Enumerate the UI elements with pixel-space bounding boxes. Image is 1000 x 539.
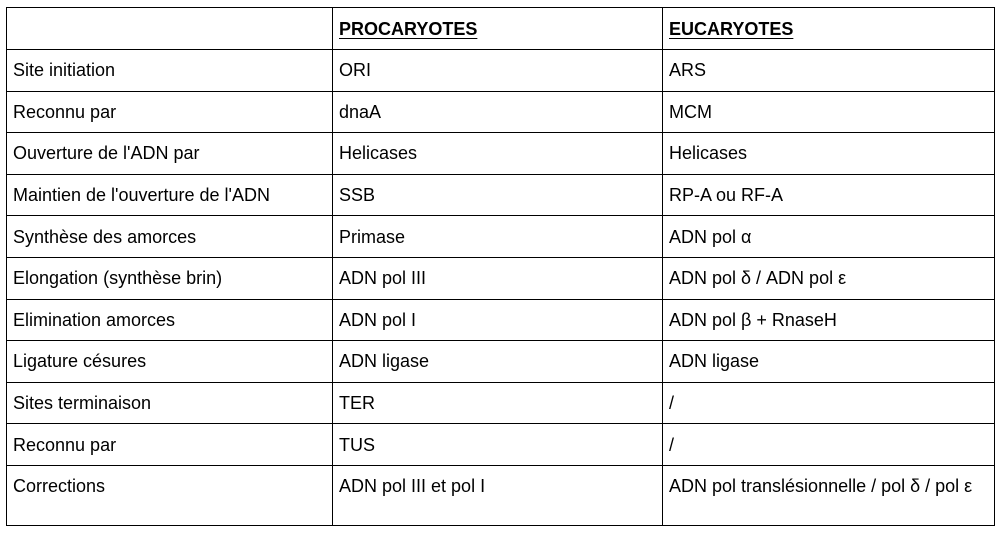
row-label: Elimination amorces [7,299,333,341]
row-label: Site initiation [7,50,333,92]
eucaryotes-cell: ARS [663,50,995,92]
procaryotes-cell: Primase [333,216,663,258]
row-label: Maintien de l'ouverture de l'ADN [7,174,333,216]
header-cell-procaryotes [333,8,663,50]
table-row [7,424,995,466]
row-label: Ouverture de l'ADN par [7,133,333,175]
row-label: Ligature césures [7,341,333,383]
table-row [7,299,995,341]
procaryotes-cell: dnaA [333,91,663,133]
procaryotes-cell: ADN pol III [333,257,663,299]
header-procaryotes: PROCARYOTES [339,18,478,39]
header-row [7,8,995,50]
procaryotes-cell: ADN pol III et pol I [333,465,663,525]
eucaryotes-cell: ADN pol α [663,216,995,258]
eucaryotes-cell: ADN pol β + RnaseH [663,299,995,341]
row-label: Reconnu par [7,424,333,466]
header-eucaryotes: EUCARYOTES [669,18,794,39]
row-label: Sites terminaison [7,382,333,424]
eucaryotes-cell: / [663,382,995,424]
table-row [7,465,995,525]
table-row [7,216,995,258]
header-cell-empty [7,8,333,50]
procaryotes-cell: ADN pol I [333,299,663,341]
table-row [7,341,995,383]
eucaryotes-cell: Helicases [663,133,995,175]
eucaryotes-cell: ADN pol δ / ADN pol ε [663,257,995,299]
procaryotes-cell: ADN ligase [333,341,663,383]
procaryotes-cell: ORI [333,50,663,92]
table-row [7,91,995,133]
row-label: Reconnu par [7,91,333,133]
eucaryotes-cell: RP-A ou RF-A [663,174,995,216]
procaryotes-cell: SSB [333,174,663,216]
eucaryotes-cell: / [663,424,995,466]
row-label: Synthèse des amorces [7,216,333,258]
eucaryotes-cell: ADN ligase [663,341,995,383]
row-label: Corrections [7,465,333,525]
eucaryotes-cell: ADN pol translésionnelle / pol δ / pol ε [663,465,995,525]
table-row [7,257,995,299]
procaryotes-cell: TUS [333,424,663,466]
procaryotes-cell: TER [333,382,663,424]
table-row [7,133,995,175]
procaryotes-cell: Helicases [333,133,663,175]
table-row [7,50,995,92]
header-cell-eucaryotes [663,8,995,50]
table-row [7,382,995,424]
table-row [7,174,995,216]
comparison-table [6,7,995,526]
eucaryotes-cell: MCM [663,91,995,133]
row-label: Elongation (synthèse brin) [7,257,333,299]
